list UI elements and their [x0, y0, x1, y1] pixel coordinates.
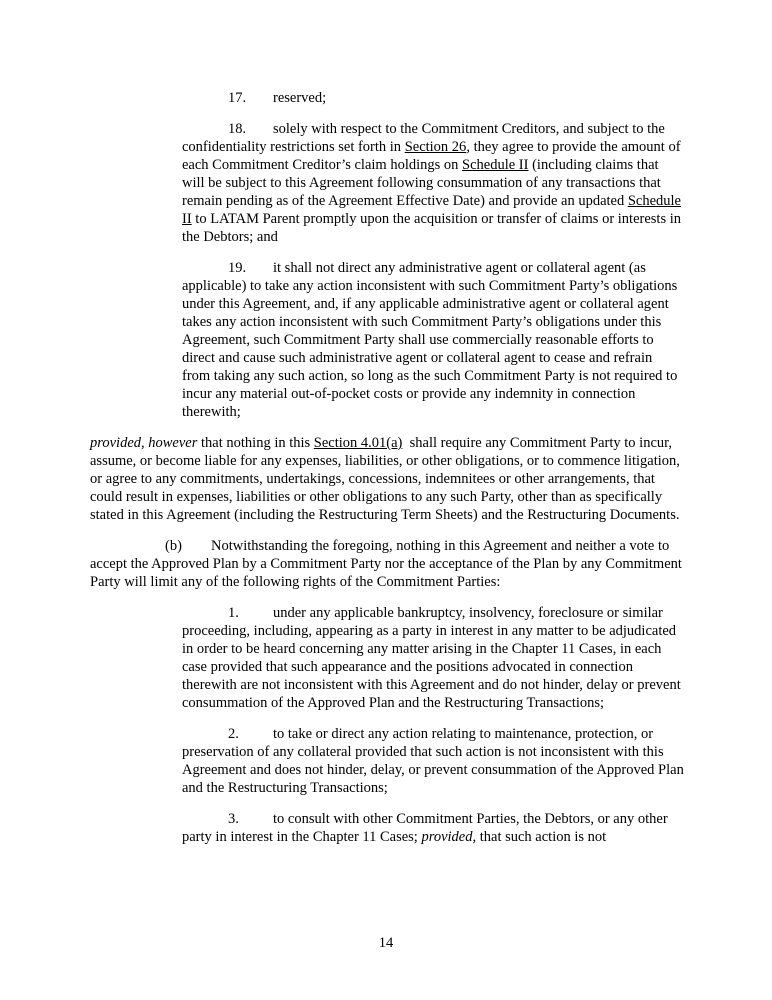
underlined-reference: Section 26: [404, 139, 467, 155]
underlined-reference: Section 4.01(a): [313, 435, 403, 451]
paragraph-body: [90, 434, 684, 524]
paragraph-label: 2.: [228, 726, 239, 742]
text-segment: that such action is not: [476, 829, 607, 845]
text-segment: (including claims that will be subject to this Agreement following consummation of any transactions that remain pending as of the Agreement Effective Date) and provide an updated: [182, 157, 661, 209]
document-content: [90, 89, 684, 846]
paragraph-17: [182, 89, 684, 107]
paragraph-18: [182, 120, 684, 246]
text-segment: to consult with other Commitment Parties, the Debtors, or any other party in interest in the Chapter 11 Cases;: [182, 811, 668, 845]
paragraph-label: 3.: [228, 811, 239, 827]
paragraph-label: 19.: [228, 260, 247, 276]
paragraph-1: [182, 604, 684, 712]
text-segment: it shall not direct any administrative agent or collateral agent (as applicable) to take any action inconsistent with such Commitment Party’s obligations under this Agreement, and, if any applicable administrative agent or collateral agent takes any action inconsistent with such Commitment Party’s obligations under this Agreement, such Commitment Party shall use commercially reasonable efforts to direct and cause such administrative agent or collateral agent to cease and refrain from taking any such action, so long as the such Commitment Party is not required to incur any material out-of-pocket costs or provide any indemnity in connection therewith;: [182, 260, 678, 420]
paragraph-label: (b): [165, 538, 182, 554]
paragraph-label: 17.: [228, 90, 247, 106]
underlined-reference: Schedule II: [182, 193, 681, 227]
text-segment: to take or direct any action relating to maintenance, protection, or preservation of any collateral provided that such action is not inconsistent with this Agreement and does not hinder, delay, or prevent consummation of the Approved Plan and the Restructuring Transactions;: [182, 726, 684, 796]
text-segment: solely with respect to the Commitment Creditors, and subject to the confidentiality restrictions set forth in: [182, 121, 665, 155]
text-segment: shall require any Commitment Party to incur, assume, or become liable for any expenses, liabilities, or other obligations, or to commence litigation, or agree to any commitments, undertakings, concessions, indemnitees or other arrangements, that could result in expenses, liabilities or other obligations to any such Party, other than as specifically stated in this Agreement (including the Restructuring Term Sheets) and the Restructuring Documents.: [90, 435, 680, 523]
paragraph-label: 1.: [228, 605, 239, 621]
paragraph-2: [182, 725, 684, 797]
text-segment: to LATAM Parent promptly upon the acquisition or transfer of claims or interests in the Debtors; and: [182, 211, 681, 245]
paragraph-b: [90, 537, 684, 591]
text-segment: , they agree to provide the amount of each Commitment Creditor’s claim holdings on: [182, 139, 681, 173]
text-segment: under any applicable bankruptcy, insolvency, foreclosure or similar proceeding, including, appearing as a party in interest in any matter to be adjudicated in order to be heard concerning any matter arising in the Chapter 11 Cases, in each case provided that such appearance and the positions advocated in connection therewith are not inconsistent with this Agreement and do not hinder, delay or prevent consummation of the Approved Plan and the Restructuring Transactions;: [182, 605, 681, 711]
text-segment: reserved;: [273, 90, 327, 106]
underlined-reference: Schedule II: [462, 157, 529, 173]
paragraph-3: [182, 810, 684, 846]
paragraph-label: 18.: [228, 121, 247, 137]
text-segment: that nothing in this: [197, 435, 314, 451]
text-segment: Notwithstanding the foregoing, nothing in this Agreement and neither a vote to accept the Approved Plan by a Commitment Party nor the acceptance of the Plan by any Commitment Party will limit any of the following rights of the Commitment Parties:: [90, 538, 682, 590]
italic-text: provided,: [421, 829, 477, 845]
paragraph-19: [182, 259, 684, 421]
italic-text: provided, however: [90, 435, 198, 451]
page-number: 14: [378, 935, 394, 951]
